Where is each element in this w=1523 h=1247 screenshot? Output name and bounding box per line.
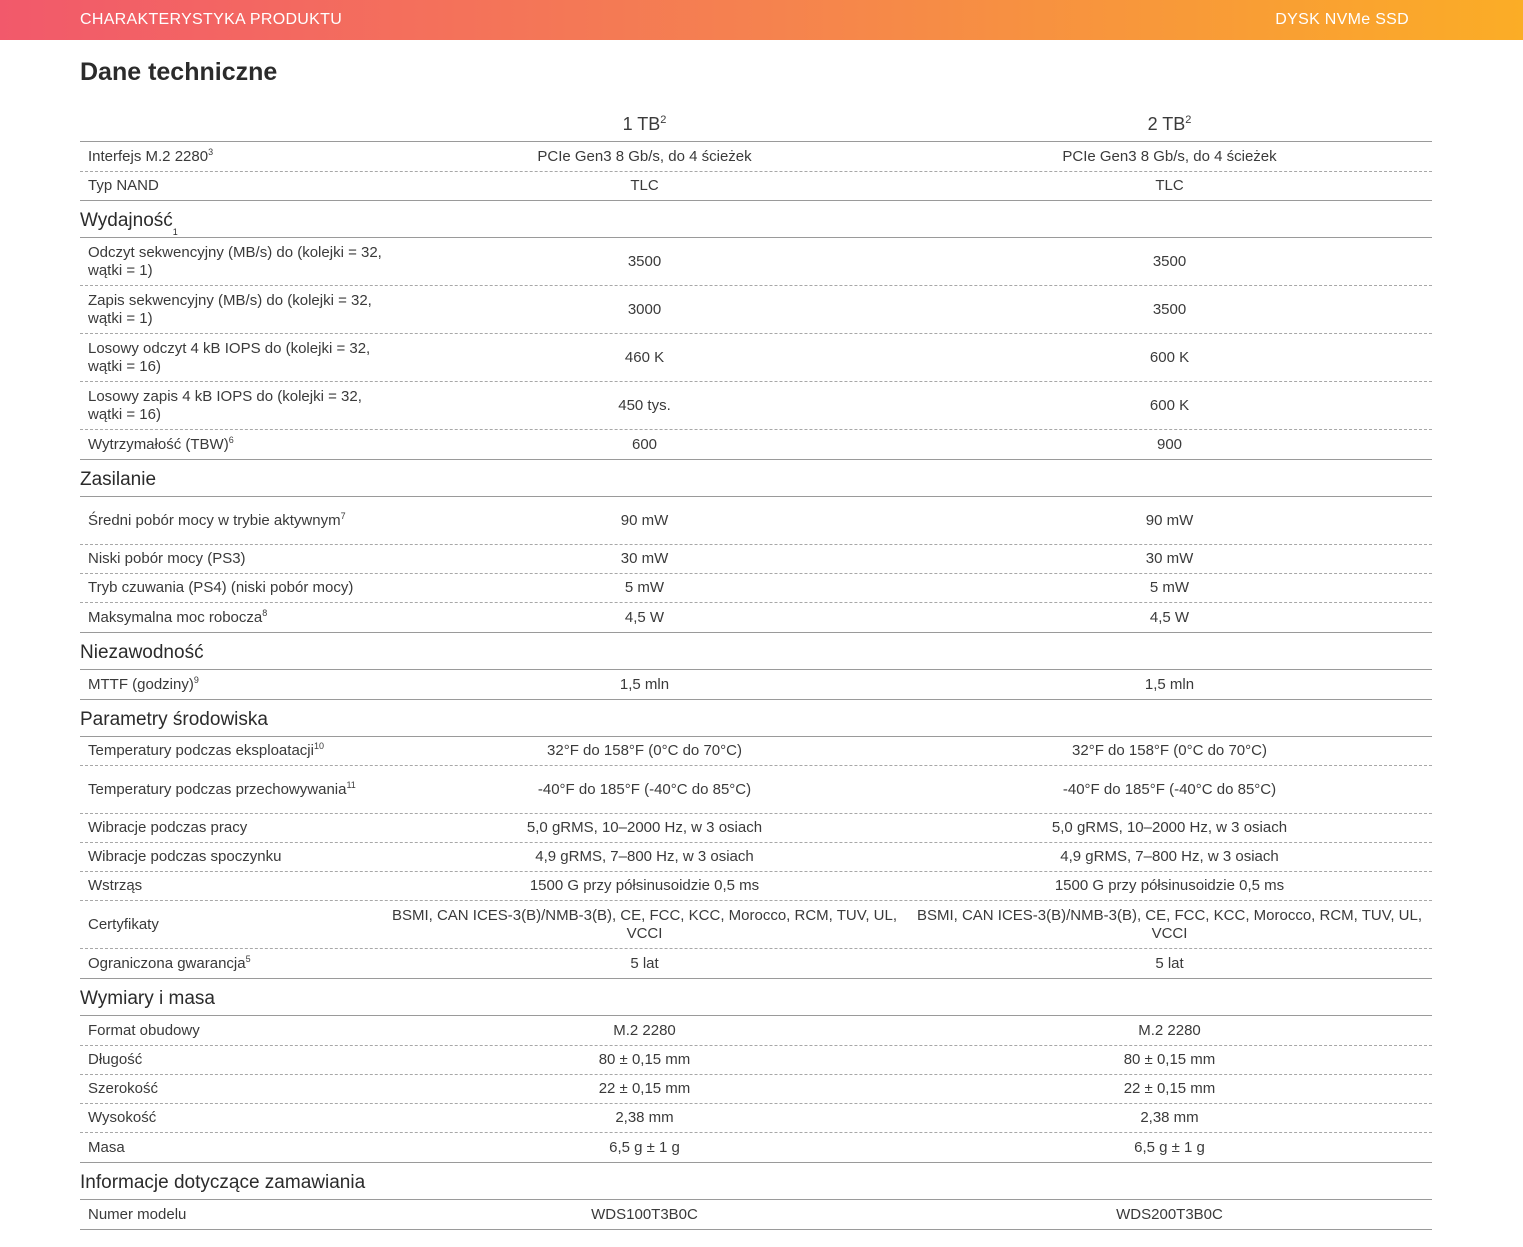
column-header-2tb: 2 $TB^2$ [1147,114,1192,134]
page-title: Dane techniczne [80,58,278,86]
value-1tb: 22 ± 0,15 mm [598,1080,691,1097]
section-title: Niezawodność [80,633,1432,670]
row-label: Temperatury podczas przechowywania$^{11}$ [88,779,356,798]
row-label: Interfejs M.2 2280$^3$ [88,146,214,165]
value-2tb: 5 lat [1155,954,1184,972]
table-row [80,172,1432,201]
value-2tb: 1500 G przy półsinusoidzie 0,5 ms [1054,877,1285,894]
value-1tb: 80 ± 0,15 mm [598,1051,691,1068]
page-header-band [0,0,1523,40]
section-title: Zasilanie [80,460,1432,497]
value-2tb: 4,9 gRMS, 7–800 Hz, w 3 osiach [1060,848,1279,865]
row-label: Masa [88,1138,125,1156]
table-row [80,872,1432,901]
value-1tb: 32°F do 158°F (0°C do 70°C) [547,742,742,759]
footnote-marker: 7 [340,510,346,521]
table-row [80,670,1432,700]
footnote-marker: 3 [208,146,214,157]
table-row [80,1075,1432,1104]
table-row [80,142,1432,172]
row-label: Wytrzymałość (TBW)$^6$ [88,434,234,453]
value-1tb: 1,5 mln [619,675,670,693]
table-row [80,737,1432,766]
value-1tb: 3500 [627,252,662,270]
row-label: Ograniczona gwarancja$^5$ [88,953,251,972]
row-label: Certyfikaty [88,915,159,933]
value-2tb: 4,5 W [1149,608,1190,626]
row-label: Szerokość [88,1080,159,1097]
footnote-marker: 11 [346,779,356,790]
value-1tb: 5 lat [630,954,659,972]
value-1tb: 5,0 gRMS, 10–2000 Hz, w 3 osiach [526,819,763,836]
row-label: Losowy zapis 4 kB IOPS do (kolejki = 32, wątki = 16) [88,387,362,423]
value-1tb: 90 mW [620,511,669,529]
value-1tb: 30 mW [620,550,669,567]
value-2tb: 2,38 mm [1140,1109,1199,1126]
spec-table [80,104,1432,1230]
value-1tb: BSMI, CAN ICES-3(B)/NMB-3(B), CE, FCC, KCC, Morocco, RCM, TUV, UL, VCCI [391,906,898,942]
row-label: Odczyt sekwencyjny (MB/s) do (kolejki = 32, wątki = 1) [88,243,382,279]
row-label: Wibracje podczas pracy [88,819,248,836]
table-row [80,286,1432,334]
footnote-marker: 9 [193,674,199,685]
table-row [80,1046,1432,1075]
table-row [80,238,1432,286]
value-2tb: PCIe Gen3 8 Gb/s, do 4 ścieżek [1062,147,1277,165]
value-1tb: 4,5 W [624,608,665,626]
table-row [80,1133,1432,1163]
header-right-label: DYSK NVMe SSD [1275,11,1409,28]
value-2tb: 900 [1156,435,1183,453]
value-1tb: 5 mW [624,579,665,596]
row-label: Tryb czuwania (PS4) (niski pobór mocy) [88,579,354,596]
header-left-label: CHARAKTERYSTYKA PRODUKTU [80,11,343,28]
value-2tb: BSMI, CAN ICES-3(B)/NMB-3(B), CE, FCC, KCC, Morocco, RCM, TUV, UL, VCCI [916,906,1423,942]
value-1tb: 1500 G przy półsinusoidzie 0,5 ms [529,877,760,894]
table-row [80,766,1432,814]
row-label: Wysokość [88,1109,157,1126]
section-title: Parametry środowiska [80,700,1432,737]
value-1tb: 2,38 mm [615,1109,674,1126]
value-1tb: 4,9 gRMS, 7–800 Hz, w 3 osiach [535,848,754,865]
value-1tb: 3000 [627,300,662,318]
table-row [80,814,1432,843]
footnote-marker: 8 [262,607,268,618]
row-label: Długość [88,1051,143,1068]
value-1tb: PCIe Gen3 8 Gb/s, do 4 ścieżek [537,147,752,165]
value-2tb: 22 ± 0,15 mm [1123,1080,1216,1097]
table-row [80,574,1432,603]
row-label: Zapis sekwencyjny (MB/s) do (kolejki = 32, wątki = 1) [88,291,372,327]
table-row [80,1200,1432,1230]
table-row [80,949,1432,979]
value-1tb: TLC [630,177,659,194]
table-row [80,430,1432,460]
value-1tb: 450 tys. [618,396,671,414]
value-2tb: 3500 [1152,252,1187,270]
row-label: Niski pobór mocy (PS3) [88,550,246,567]
value-2tb: 600 K [1149,396,1190,414]
value-1tb: M.2 2280 [613,1021,676,1039]
value-2tb: 80 ± 0,15 mm [1123,1051,1216,1068]
section-title: Informacje dotyczące zamawiania [80,1163,1432,1200]
table-row [80,1104,1432,1133]
value-1tb: 6,5 g ± 1 g [609,1138,680,1156]
row-label: Numer modelu [88,1205,187,1223]
footnote-marker: 6 [228,434,234,445]
value-1tb: 460 K [624,348,665,366]
row-label: Losowy odczyt 4 kB IOPS do (kolejki = 32, wątki = 16) [88,339,371,375]
row-label: Maksymalna moc robocza$^8$ [88,607,268,626]
column-header-row [80,104,1432,142]
row-label: Wstrząs [88,877,143,894]
table-row [80,334,1432,382]
table-row [80,603,1432,633]
section-title: Wymiary i masa [80,979,1432,1016]
value-2tb: 90 mW [1145,511,1194,529]
section-title: Wydajność 1 [80,201,1432,238]
value-2tb: 600 K [1149,348,1190,366]
value-2tb: 32°F do 158°F (0°C do 70°C) [1072,742,1267,759]
column-header-1tb: 1 $TB^2$ [622,114,667,134]
value-2tb: 5,0 gRMS, 10–2000 Hz, w 3 osiach [1051,819,1288,836]
value-2tb: 30 mW [1145,550,1194,567]
row-label: Format obudowy [88,1021,200,1039]
table-row [80,1016,1432,1046]
footnote-marker: 10 [313,741,324,751]
table-row [80,843,1432,872]
table-row [80,497,1432,545]
value-2tb: M.2 2280 [1138,1021,1201,1039]
table-row [80,545,1432,574]
row-label: Wibracje podczas spoczynku [88,848,282,865]
row-label: Średni pobór mocy w trybie aktywnym$^7$ [88,510,346,529]
value-2tb: TLC [1155,177,1184,194]
value-2tb: 1,5 mln [1144,675,1195,693]
value-2tb: WDS200T3B0C [1116,1205,1223,1223]
value-2tb: 3500 [1152,300,1187,318]
value-1tb: 600 [631,435,658,453]
row-label: Temperatury podczas eksploatacji$^{10}$ [88,741,324,759]
value-2tb: 5 mW [1149,579,1190,596]
value-2tb: 6,5 g ± 1 g [1134,1138,1205,1156]
table-row [80,901,1432,949]
value-1tb: WDS100T3B0C [591,1205,698,1223]
value-2tb: -40°F do 185°F (-40°C do 85°C) [1062,780,1277,798]
value-1tb: -40°F do 185°F (-40°C do 85°C) [537,780,752,798]
row-label: Typ NAND [88,177,159,194]
footnote-marker: 5 [245,953,251,964]
row-label: MTTF (godziny)$^9$ [88,674,199,693]
table-row [80,382,1432,430]
